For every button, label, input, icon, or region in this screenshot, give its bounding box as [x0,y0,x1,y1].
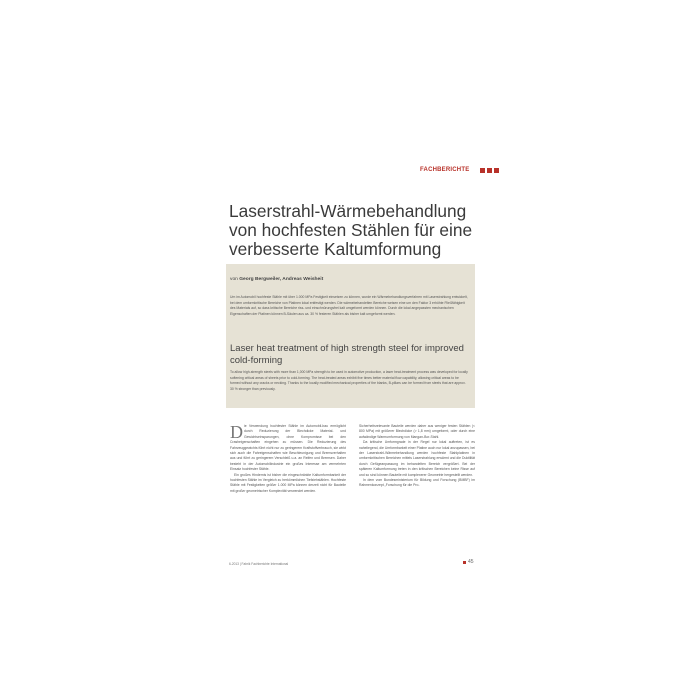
title-line-1: Laserstrahl-Wärmebehandlung [229,201,467,221]
body-column-1 [230,424,346,494]
section-tag [420,167,501,173]
body-column-2 [359,424,475,489]
dropcap: D [230,422,243,442]
english-title-line-1: Laser heat treatment of high strength steel for improved [230,343,464,354]
red-square-icon [494,168,499,173]
body-paragraph: ie Verwendung hochfester Stähle im Automobil-bau ermöglicht durch Reduzierung der Blechdicke Material- und Gewichtseinsparungen, ohne Kompromisse bei den Crasheigenschaften eingehen zu müssen. Die Reduzierung des Fahrzeuggewichts führt nicht nur zu geringerem Kraftstoffverbrauch, sie wirkt sich auch die Fahreigenschaften wie Beschleunigung und Bremsverhalten aus und führt zu geringerem Verschleiß u.a. an Reifen und Bremsen. Daher besteht in der Automobilindustrie ein großes Interesse am vermehrten Einsatz hochfester Stähle. [230,424,346,472]
author-names: Georg Bergweiler, Andreas Weisheit [239,277,324,282]
abstract-german: Um im Automobil hochfeste Stähle mit über 1.000 MPa Festigkeit einsetzen zu können, wurde ein Wärmebehandlungsverfahren mit Laserstrahlung entwickelt, bei dem umformkritische Bereiche von Platinen lokal entfestigt werden. Die wärmebehandelten Bereiche weisen eine um den Faktor 3 erhöhte Fließfähigkeit des Materials auf, so dass kritische Bereiche riss- und einschnürungsfrei kalt umgeformt werden können. Durch die lokal angepassten mechanischen Eigenschaften der Platinen können B-Säulen aus ca. 30 % festeren Stählen als bisher kalt umgeformt werden. [230,295,468,316]
page-number: 45 [468,559,474,565]
footer-page [463,559,474,565]
section-tag-squares [480,168,501,173]
footer-issue: 6-2013 | Fabrik Fachberichte International [229,562,289,566]
body-paragraph: Ein großes Hindernis ist bisher die eingeschränkte Kaltumformbarkeit der hochfesten Stähle im Vergleich zu herkömmlichen Tiefziehstählen. Hochfeste Stähle mit Festigkeiten größer 1.000 MPa können derzeit nicht für Bauteile mit großer geometrischer Komplexität verwendet werden. [230,472,346,493]
red-square-icon [480,168,485,173]
title-line-2: von hochfesten Stählen für eine [229,220,473,240]
english-title-line-2: cold-forming [230,354,283,366]
authors-line [230,277,323,282]
red-square-icon [487,168,492,173]
abstract-english: To allow high-strength steels with more than 1,000 MPa strength to be used in automotive production, a laser heat-treatment process was developed for locally softening critical areas of sheets prior to cold-forming. The heat-treated areas exhibit five times better material flow capability, allowing critical areas to be formed without any cracks or necking. Thanks to the locally modified mechanical properties of the blanks, B-pillars can be formed from steels that are approx. 30 % stronger than previously. [230,370,468,391]
article-title [229,202,529,259]
authors-prefix: von [230,277,240,282]
section-tag-label: FACHBERICHTE [420,167,470,173]
english-title [230,343,470,366]
body-paragraph: Sicherheitsrelevante Bauteile werden daher aus weniger festen Stählen (< 800 MPa) mit größerer Blechdicke (> 1,8 mm) umgeformt, oder durch eine aufwändige Warmumformung von Mangan-Bor-Stahl. [359,424,475,439]
body-paragraph: In dem vom Bundesministerium für Bildung und Forschung (BMBF) im Rahmenkonzept „Forschung für die Pro- [359,478,475,488]
title-line-3: verbesserte Kaltumformung [229,239,442,259]
body-paragraph: Da kritische Umformgrade in der Regel nur lokal auftreten, ist es naheliegend, die Umformbarkeit einer Platine auch nur lokal anzupassen, bei der Laserstrahl-Wärmebehandlung werden hochfeste Stahlplatinen in umformkritischen Bereichen mittels Laserstrahlung erwärmt und die Duktilität durch Gefügeanpassung im behandelten Bereich vergrößert. Bei der späteren Kaltumformung treten in den kritischen Bereichen keine Risse auf und so sind können Bauteile mit komplexerer Geometrie hergestellt werden. [359,440,475,477]
red-square-icon [463,561,466,564]
